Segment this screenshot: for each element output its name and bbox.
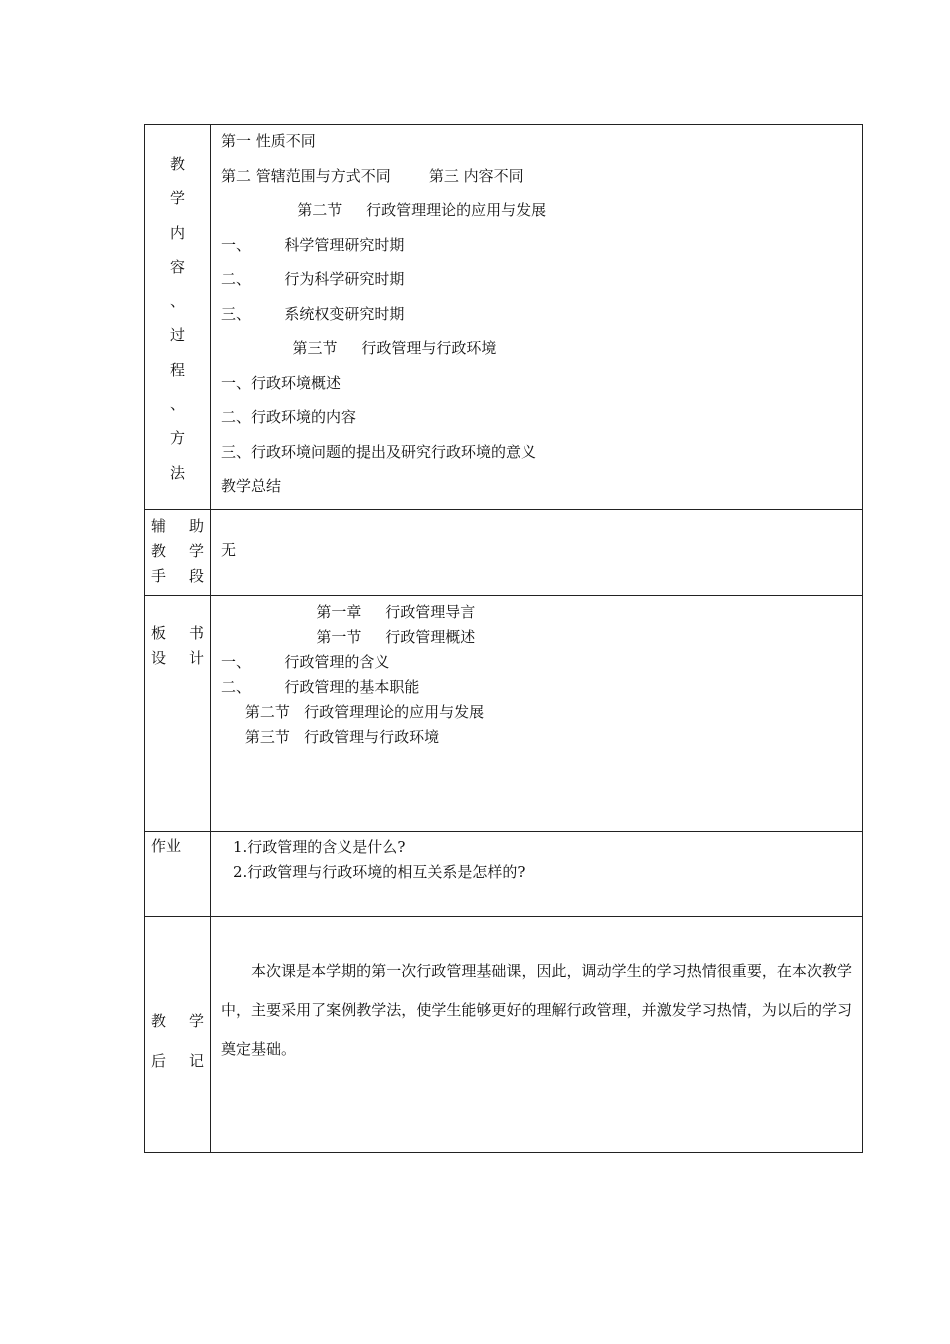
content-line: 二、 行为科学研究时期 [221,270,405,288]
label-char: 、 [169,395,185,414]
content-line: 教学总结 [221,477,282,495]
teaching-notes-row [145,917,863,1153]
label-char: 容 [169,257,185,276]
homework-label: 作业 [151,837,182,855]
content-line: 第一 性质不同 [221,132,316,150]
teaching-notes-label-cell [145,917,211,1153]
board-line: 第二节 行政管理理论的应用与发展 [221,703,485,721]
content-line: 一、 科学管理研究时期 [221,235,405,254]
lesson-plan-table [144,124,863,1153]
homework-label-cell [145,832,211,917]
board-line: 二、 行政管理的基本职能 [221,678,420,696]
label-line: 辅 助 [151,517,204,535]
label-line: 后 记 [151,1052,204,1070]
teaching-aids-value: 无 [221,541,237,559]
teaching-notes-paragraph: 本次课是本学期的第一次行政管理基础课，因此，调动学生的学习热情很重要，在本次教学中，主要采用了案例教学法，使学生能够更好的理解行政管理，并激发学习热情，为以后的学习奠定基础。 [221,962,852,1058]
section-heading: 第二节 行政管理理论的应用与发展 [221,201,547,219]
label-line: 教 学 [151,1012,204,1030]
label-char: 方 [169,429,185,448]
label-line: 教 学 [151,542,204,560]
teaching-aids-label-cell [145,510,211,596]
label-char: 教 [169,155,185,173]
teaching-content-cell [211,125,863,510]
label-char: 程 [169,360,185,379]
teaching-notes-label [145,917,210,1081]
teaching-content-row [145,125,863,510]
homework-cell [211,832,863,917]
board-design-label-cell [145,596,211,832]
label-line: 设 计 [151,649,204,667]
teaching-aids-row [145,510,863,596]
label-line: 手 段 [151,567,204,585]
homework-row [145,832,863,917]
label-char: 过 [169,326,185,345]
board-line: 第三节 行政管理与行政环境 [221,728,440,746]
teaching-content-label [145,125,210,490]
label-char: 学 [169,189,185,208]
board-line: 一、 行政管理的含义 [221,653,390,671]
homework-item: 2.行政管理与行政环境的相互关系是怎样的? [233,863,526,881]
content-line: 三、行政环境问题的提出及研究行政环境的意义 [221,442,537,461]
label-line: 板 书 [151,624,204,642]
teaching-aids-label [145,510,210,589]
homework-item: 1.行政管理的含义是什么? [233,838,406,856]
content-line: 一、行政环境概述 [221,373,342,392]
teaching-notes-cell [211,917,863,1153]
board-design-row [145,596,863,832]
board-line: 第一章 行政管理导言 [221,603,476,621]
content-line: 三、 系统权变研究时期 [221,304,405,323]
section-heading: 第三节 行政管理与行政环境 [221,339,497,357]
board-design-label [145,596,210,671]
board-design-cell [211,596,863,832]
content-line: 第二 管辖范围与方式不同 第三 内容不同 [221,166,524,185]
label-char: 、 [169,292,185,311]
label-char: 内 [169,223,185,242]
board-line: 第一节 行政管理概述 [221,628,476,646]
teaching-content-label-cell [145,125,211,510]
label-char: 法 [169,463,185,482]
content-line: 二、行政环境的内容 [221,408,357,426]
teaching-aids-cell [211,510,863,596]
